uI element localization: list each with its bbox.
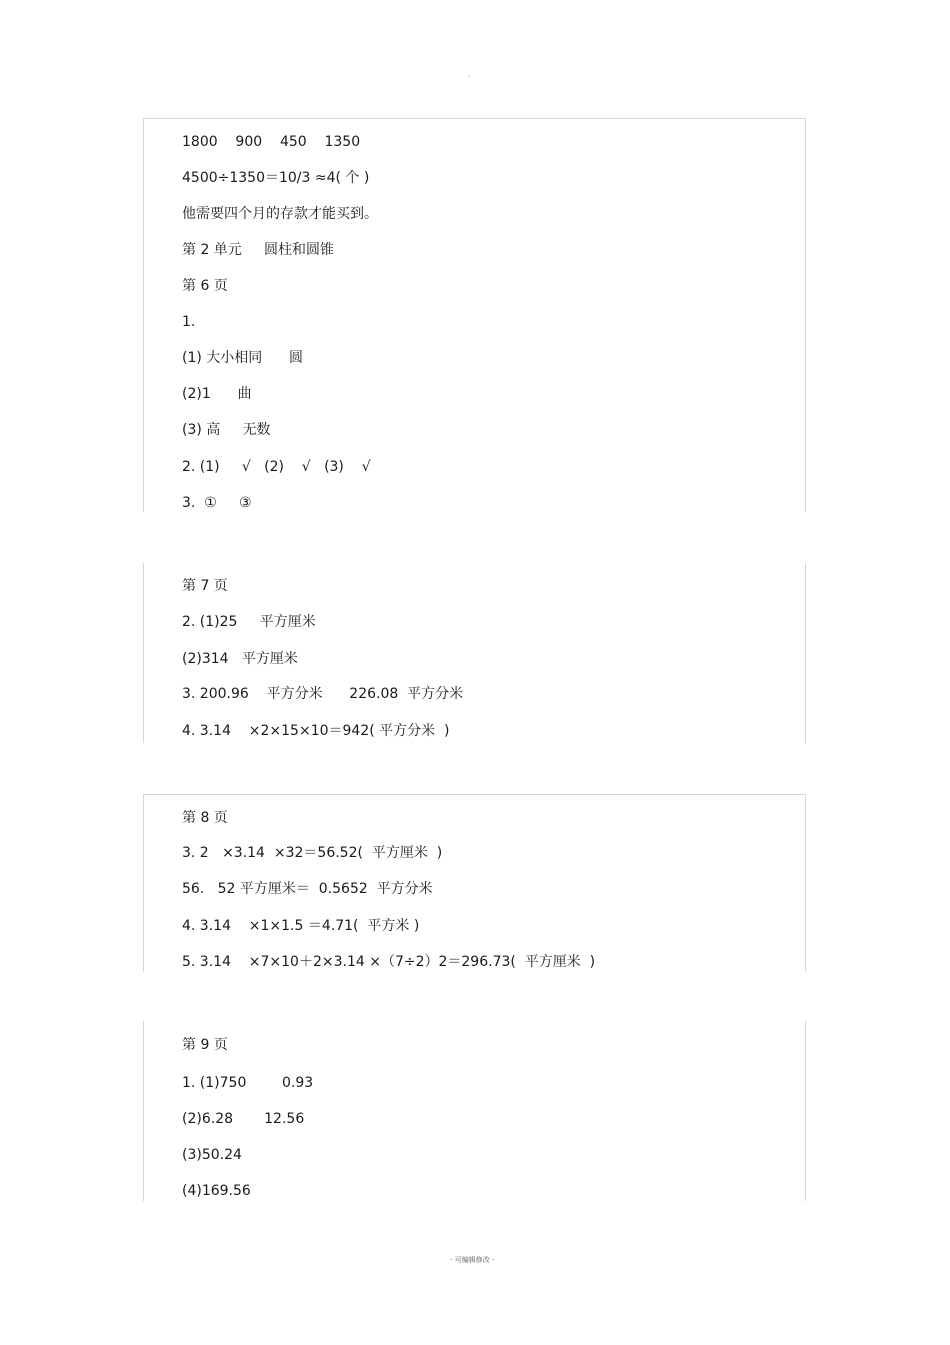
- answer-block-2: [143, 563, 806, 743]
- text-line: 56. 52 平方厘米＝ 0.5652 平方分米: [182, 881, 433, 897]
- text-line: 4. 3.14 ×2×15×10＝942( 平方分米 ): [182, 723, 450, 739]
- text-line: 4. 3.14 ×1×1.5 ＝4.71( 平方米 ): [182, 918, 420, 934]
- text-line: 3. 200.96 平方分米 226.08 平方分米: [182, 686, 464, 702]
- text-line: 他需要四个月的存款才能买到。: [182, 206, 378, 222]
- text-line: 4500÷1350＝10/3 ≈4( 个 ): [182, 170, 370, 186]
- text-line: (3)50.24: [182, 1147, 242, 1163]
- page-heading: 第 6 页: [182, 278, 228, 294]
- text-line: 2. (1)25 平方厘米: [182, 614, 316, 630]
- section-heading: 第 2 单元 圆柱和圆锥: [182, 242, 335, 258]
- text-line: (2)314 平方厘米: [182, 651, 298, 667]
- page-heading: 第 7 页: [182, 578, 228, 594]
- text-line: 5. 3.14 ×7×10＋2×3.14 ×（7÷2）2＝296.73( 平方厘米 ): [182, 954, 596, 970]
- answer-block-1: [143, 118, 806, 512]
- text-line: (4)169.56: [182, 1183, 251, 1199]
- page-heading: 第 8 页: [182, 810, 228, 826]
- text-line: (1) 大小相同 圆: [182, 350, 303, 366]
- text-line: (2)6.28 12.56: [182, 1111, 305, 1127]
- page-footer: - 可编辑修改 -: [450, 1256, 495, 1264]
- text-line: 3. 2 ×3.14 ×32＝56.52( 平方厘米 ): [182, 845, 443, 861]
- answer-block-3: [143, 794, 806, 972]
- text-line: 2. (1) √ (2) √ (3) √: [182, 459, 371, 475]
- text-line: 3. ① ③: [182, 495, 252, 511]
- text-line: 1. (1)750 0.93: [182, 1075, 314, 1091]
- text-line: 1.: [182, 314, 196, 330]
- header-mark: 。: [468, 72, 475, 79]
- text-line: (2)1 曲: [182, 386, 252, 402]
- text-line: 1800 900 450 1350: [182, 134, 361, 150]
- page-heading: 第 9 页: [182, 1037, 228, 1053]
- answer-block-4: [143, 1021, 806, 1201]
- text-line: (3) 高 无数: [182, 422, 271, 438]
